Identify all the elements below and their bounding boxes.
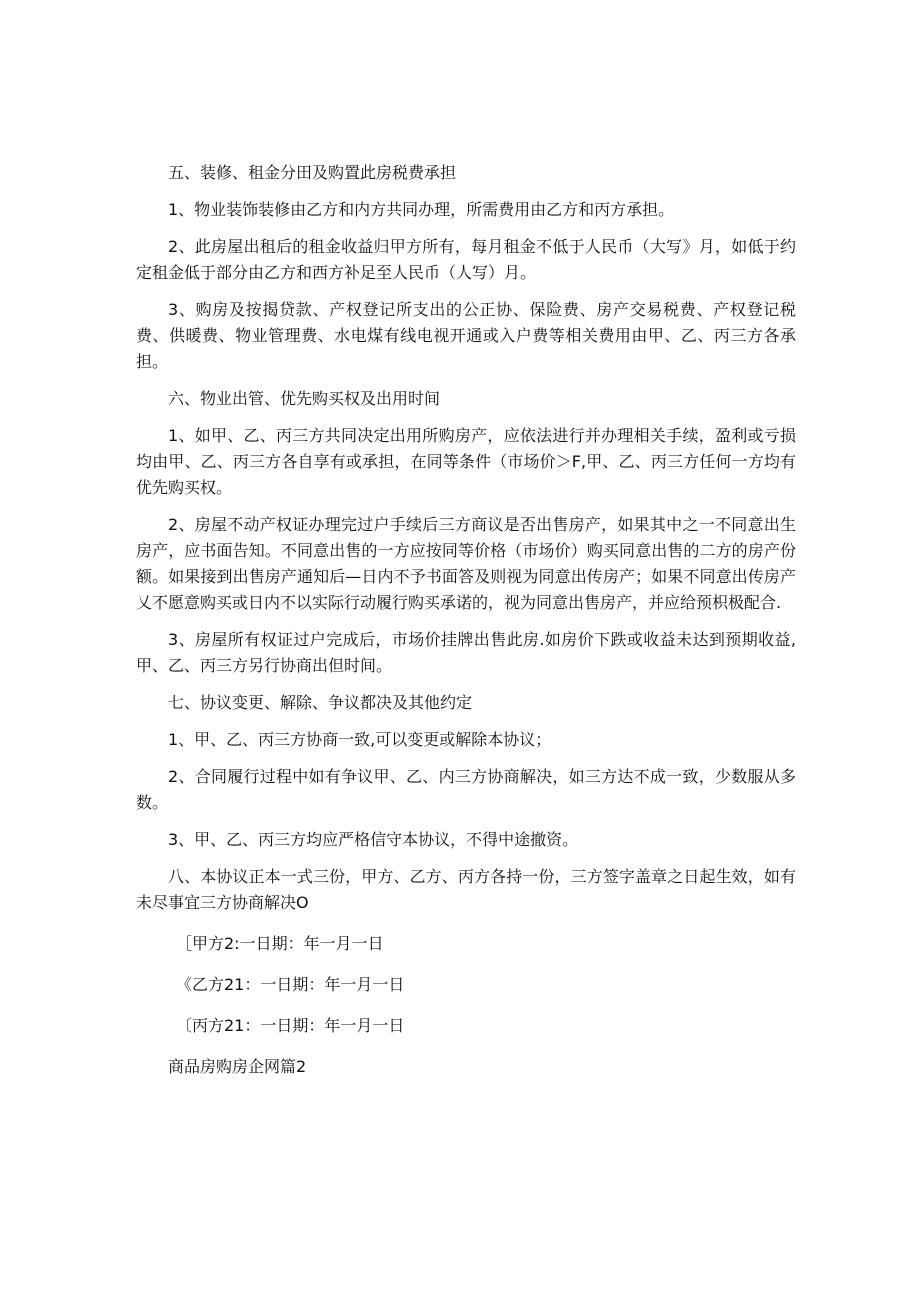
next-article-title: 商品房购房企网篇2 [168,1057,307,1076]
section-6-heading: 六、物业出管、优先购买权及出用时间 [168,389,441,408]
section-7-paragraph-2: 2、合同履行过程中如有争议甲、乙、内三方协商解决，如三方达不成一致，少数服从多数。 [136,767,796,812]
section-7-paragraph-3: 3、甲、乙、丙三方均应严格信守本协议，不得中途撤资。 [168,830,579,849]
document-page [136,160,796,1080]
section-5-paragraph-2: 2、此房屋出租后的租金收益归甲方所有，每月租金不低于人民币（大写》月，如低于约定租金低于部分由乙方和西方补足至人民币（人写）月。 [136,237,796,282]
section-5-heading: 五、装修、租金分田及购置此房税费承担 [168,163,457,182]
signature-line-party-c: 〔丙方21：一日期：年一月一日 [176,1016,405,1035]
signature-line-party-a: ［甲方2:一日期：年一月一日 [176,934,384,953]
section-7-heading: 七、协议变更、解除、争议都决及其他约定 [168,693,473,712]
section-5-paragraph-3: 3、购房及按揭贷款、产权登记所支出的公正协、保险费、房产交易税费、产权登记税费、供暖费、物业管理费、水电煤有线电视开通或入户费等相关费用由甲、乙、丙三方各承担。 [136,300,796,371]
section-7-paragraph-1: 1、甲、乙、丙三方协商一致,可以变更或解除本协议； [168,730,552,749]
section-6-paragraph-1: 1、如甲、乙、丙三方共同决定出用所购房产，应依法进行并办理相关手续，盈利或亏损均由甲、乙、丙三方各自享有或承担，在同等条件（市场价＞F,甲、乙、丙三方任何一方均有优先购买权。 [136,426,796,497]
section-6-paragraph-2: 2、房屋不动产权证办理完过户手续后三方商议是否出售房产，如果其中之一不同意出生房产，应书面告知。不同意出售的一方应按同等价格（市场价）购买同意出售的二方的房产份额。如果接到出售房产通知后—日内不予书面答及则视为同意出传房产；如果不同意出传房产乂不愿意购买或日内不以实际行动履行购买承诺的，视为同意出售房产，并应给预枳极配合. [136,515,796,612]
signature-line-party-b: 《乙方21：一日期：年一月一日 [176,975,405,994]
section-8-paragraph: 八、本协议正本一式三份，甲方、乙方、丙方各持一份，三方签字盖章之日起生效，如有未尽事宜三方协商解决O [136,867,796,912]
section-5-paragraph-1: 1、物业装饰装修由乙方和内方共同办理，所需费用由乙方和丙方承担。 [168,200,675,219]
section-6-paragraph-3: 3、房屋所有权证过户完成后，市场价挂牌出售此房.如房价下跌或收益未达到预期收益,甲、乙、丙三方另行协商出但时间。 [136,630,796,675]
